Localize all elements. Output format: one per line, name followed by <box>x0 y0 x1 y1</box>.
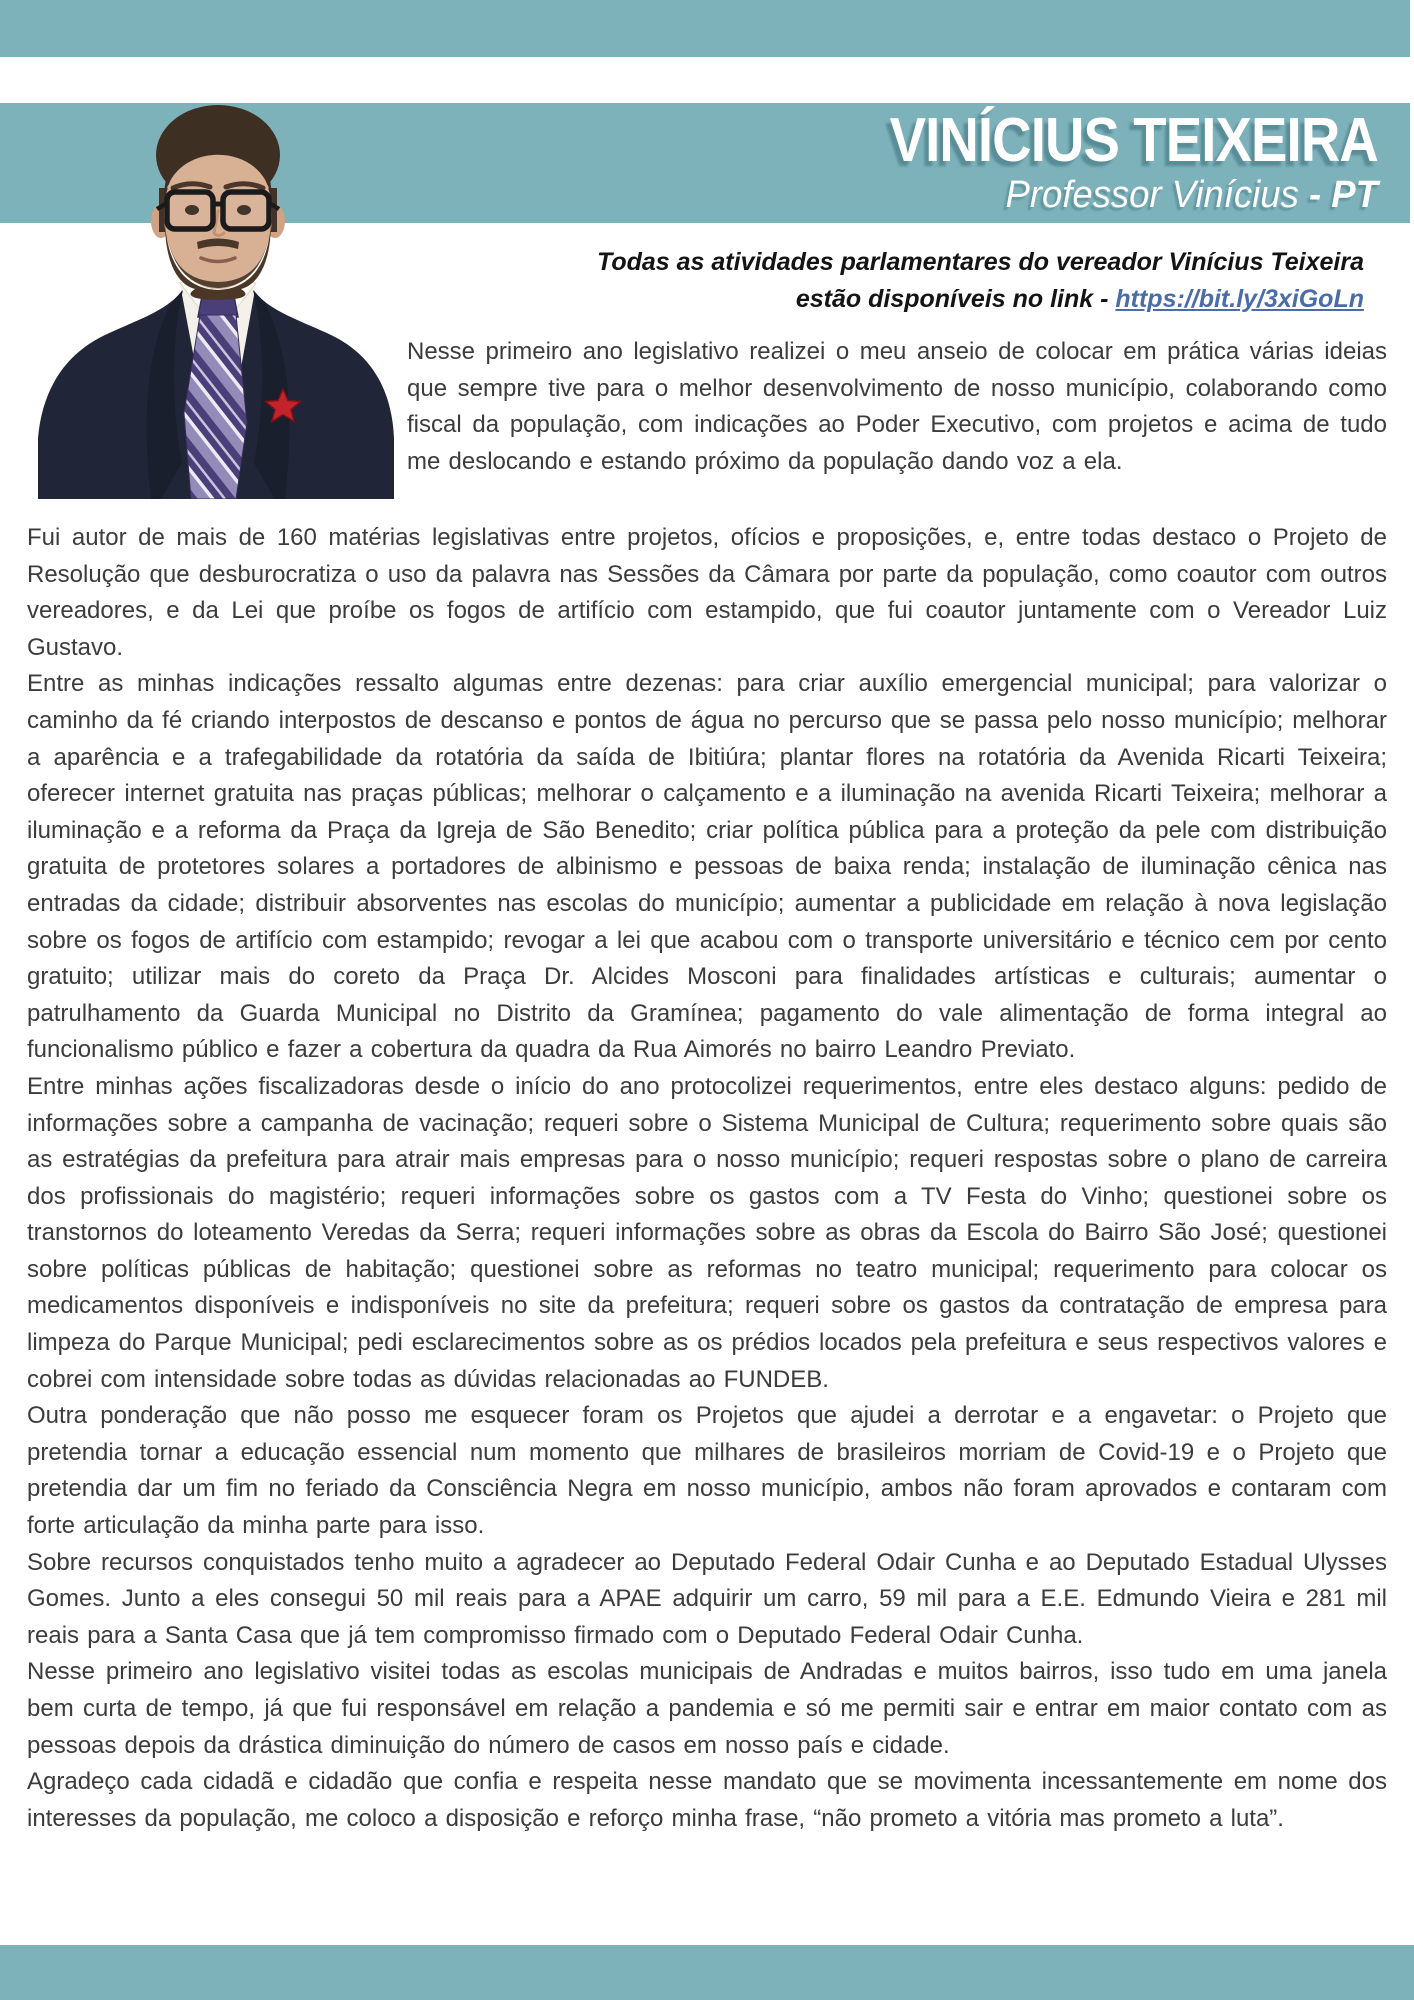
body-paragraph-5: Sobre recursos conquistados tenho muito a agradecer ao Deputado Federal Odair Cunha e ao Deputado Estadual Ulysses Gomes. Junto a eles consegui 50 mil reais para a APAE adquirir um carro, 59 mil para a E.E. Edmundo Vieira e 281 mil reais para a Santa Casa que já tem compromisso firmado com o Deputado Federal Odair Cunha. <box>27 1548 1387 1649</box>
lead-section <box>407 244 1387 520</box>
subtitle-name: Professor Vinícius <box>1005 174 1310 216</box>
activities-note-line2-prefix: estão disponíveis no link - <box>795 285 1116 313</box>
subtitle-party: - PT <box>1309 174 1378 216</box>
body-paragraph-4: Outra ponderação que não posso me esquecer foram os Projetos que ajudei a derrotar e a engavetar: o Projeto que pretendia tornar a educação essencial num momento que milhares de brasileiros morriam de Covid-19 e o Projeto que pretendia dar um fim no feriado da Consciência Negra em nosso município, ambos não foram aprovados e contaram com forte articulação da minha parte para isso. <box>27 1402 1387 1540</box>
main-content <box>27 244 1387 1837</box>
header-top-band <box>0 0 1410 57</box>
body-paragraph-6: Nesse primeiro ano legislativo visitei todas as escolas municipais de Andradas e muitos bairros, isso tudo em uma janela bem curta de tempo, já que fui responsável em relação a pandemia e só me permiti sair e entrar em maior contato com as pessoas depois da drástica diminuição do número de casos em nosso país e cidade. <box>27 1658 1387 1759</box>
body-paragraph-7: Agradeço cada cidadã e cidadão que confia e respeita nesse mandato que se movimenta incessantemente em nome dos interesses da população, me coloco a disposição e reforço minha frase, “não prometo a vitória mas prometo a luta”. <box>27 1768 1387 1832</box>
page-subtitle <box>845 173 1378 217</box>
activities-note-line2 <box>407 281 1364 318</box>
body-paragraph-3: Entre minhas ações fiscalizadoras desde o início do ano protocolizei requerimentos, entre eles destaco alguns: pedido de informações sobre a campanha de vacinação; requeri sobre o Sistema Municipal de Cultura; requerimento sobre quais são as estratégias da prefeitura para atrair mais empresas para o nosso município; requeri respostas sobre o plano de carreira dos profissionais do magistério; requeri informações sobre os gastos com a TV Festa do Vinho; questionei sobre os transtornos do loteamento Veredas da Serra; requeri informações sobre as obras da Escola do Bairro São José; questionei sobre políticas públicas de habitação; questionei sobre as reformas no teatro municipal; requerimento para colocar os medicamentos disponíveis e indisponíveis no site da prefeitura; requeri sobre os gastos da contratação de empresa para limpeza do Parque Municipal; pedi esclarecimentos sobre as os prédios locados pela prefeitura e seus respectivos valores e cobrei com intensidade sobre todas as dúvidas relacionadas ao FUNDEB. <box>27 1072 1387 1393</box>
body-paragraph-1: Fui autor de mais de 160 matérias legislativas entre projetos, ofícios e proposições, e, entre todas destaco o Projeto de Resolução que desburocratiza o uso da palavra nas Sessões da Câmara por parte da população, como coautor com outros vereadores, e da Lei que proíbe os fogos de artifício com estampido, que fui coautor juntamente com o Vereador Luiz Gustavo. <box>27 524 1387 661</box>
footer-band <box>0 1945 1414 2000</box>
header-title-block <box>823 106 1378 217</box>
activities-note-line1: Todas as atividades parlamentares do vereador Vinícius Teixeira <box>597 248 1364 276</box>
activities-note <box>407 244 1364 318</box>
body-paragraph-2: Entre as minhas indicações ressalto algumas entre dezenas: para criar auxílio emergencial municipal; para valorizar o caminho da fé criando interpostos de descanso e pontos de água no percurso que se passa pelo nosso município; melhorar a aparência e a trafegabilidade da rotatória da saída de Ibitiúra; plantar flores na rotatória da Avenida Ricarti Teixeira; oferecer internet gratuita nas praças públicas; melhorar o calçamento e a iluminação na avenida Ricarti Teixeira; melhorar a iluminação e a reforma da Praça da Igreja de São Benedito; criar política pública para a proteção da pele com distribuição gratuita de protetores solares a portadores de albinismo e pessoas de baixa renda; instalação de iluminação cênica nas entradas da cidade; distribuir absorventes nas escolas do município; aumentar a publicidade em relação à nova legislação sobre os fogos de artifício com estampido; revogar a lei que acabou com o transporte universitário e técnico cem por cento gratuito; utilizar mais do coreto da Praça Dr. Alcides Mosconi para finalidades artísticas e culturais; aumentar o patrulhamento da Guarda Municipal no Distrito da Gramínea; pagamento do vale alimentação de forma integral ao funcionalismo público e fazer a cobertura da quadra da Rua Aimorés no bairro Leandro Previato. <box>27 670 1387 1064</box>
page-title: VINÍCIUS TEIXEIRA <box>889 106 1378 175</box>
lead-paragraph: Nesse primeiro ano legislativo realizei o meu anseio de colocar em prática várias ideias que sempre tive para o melhor desenvolvimento de nosso município, colaborando como fiscal da população, com indicações ao Poder Executivo, com projetos e acima de tudo me deslocando e estando próximo da população dando voz a ela. <box>407 338 1387 475</box>
bitly-link[interactable]: https://bit.ly/3xiGoLn <box>1115 285 1364 313</box>
